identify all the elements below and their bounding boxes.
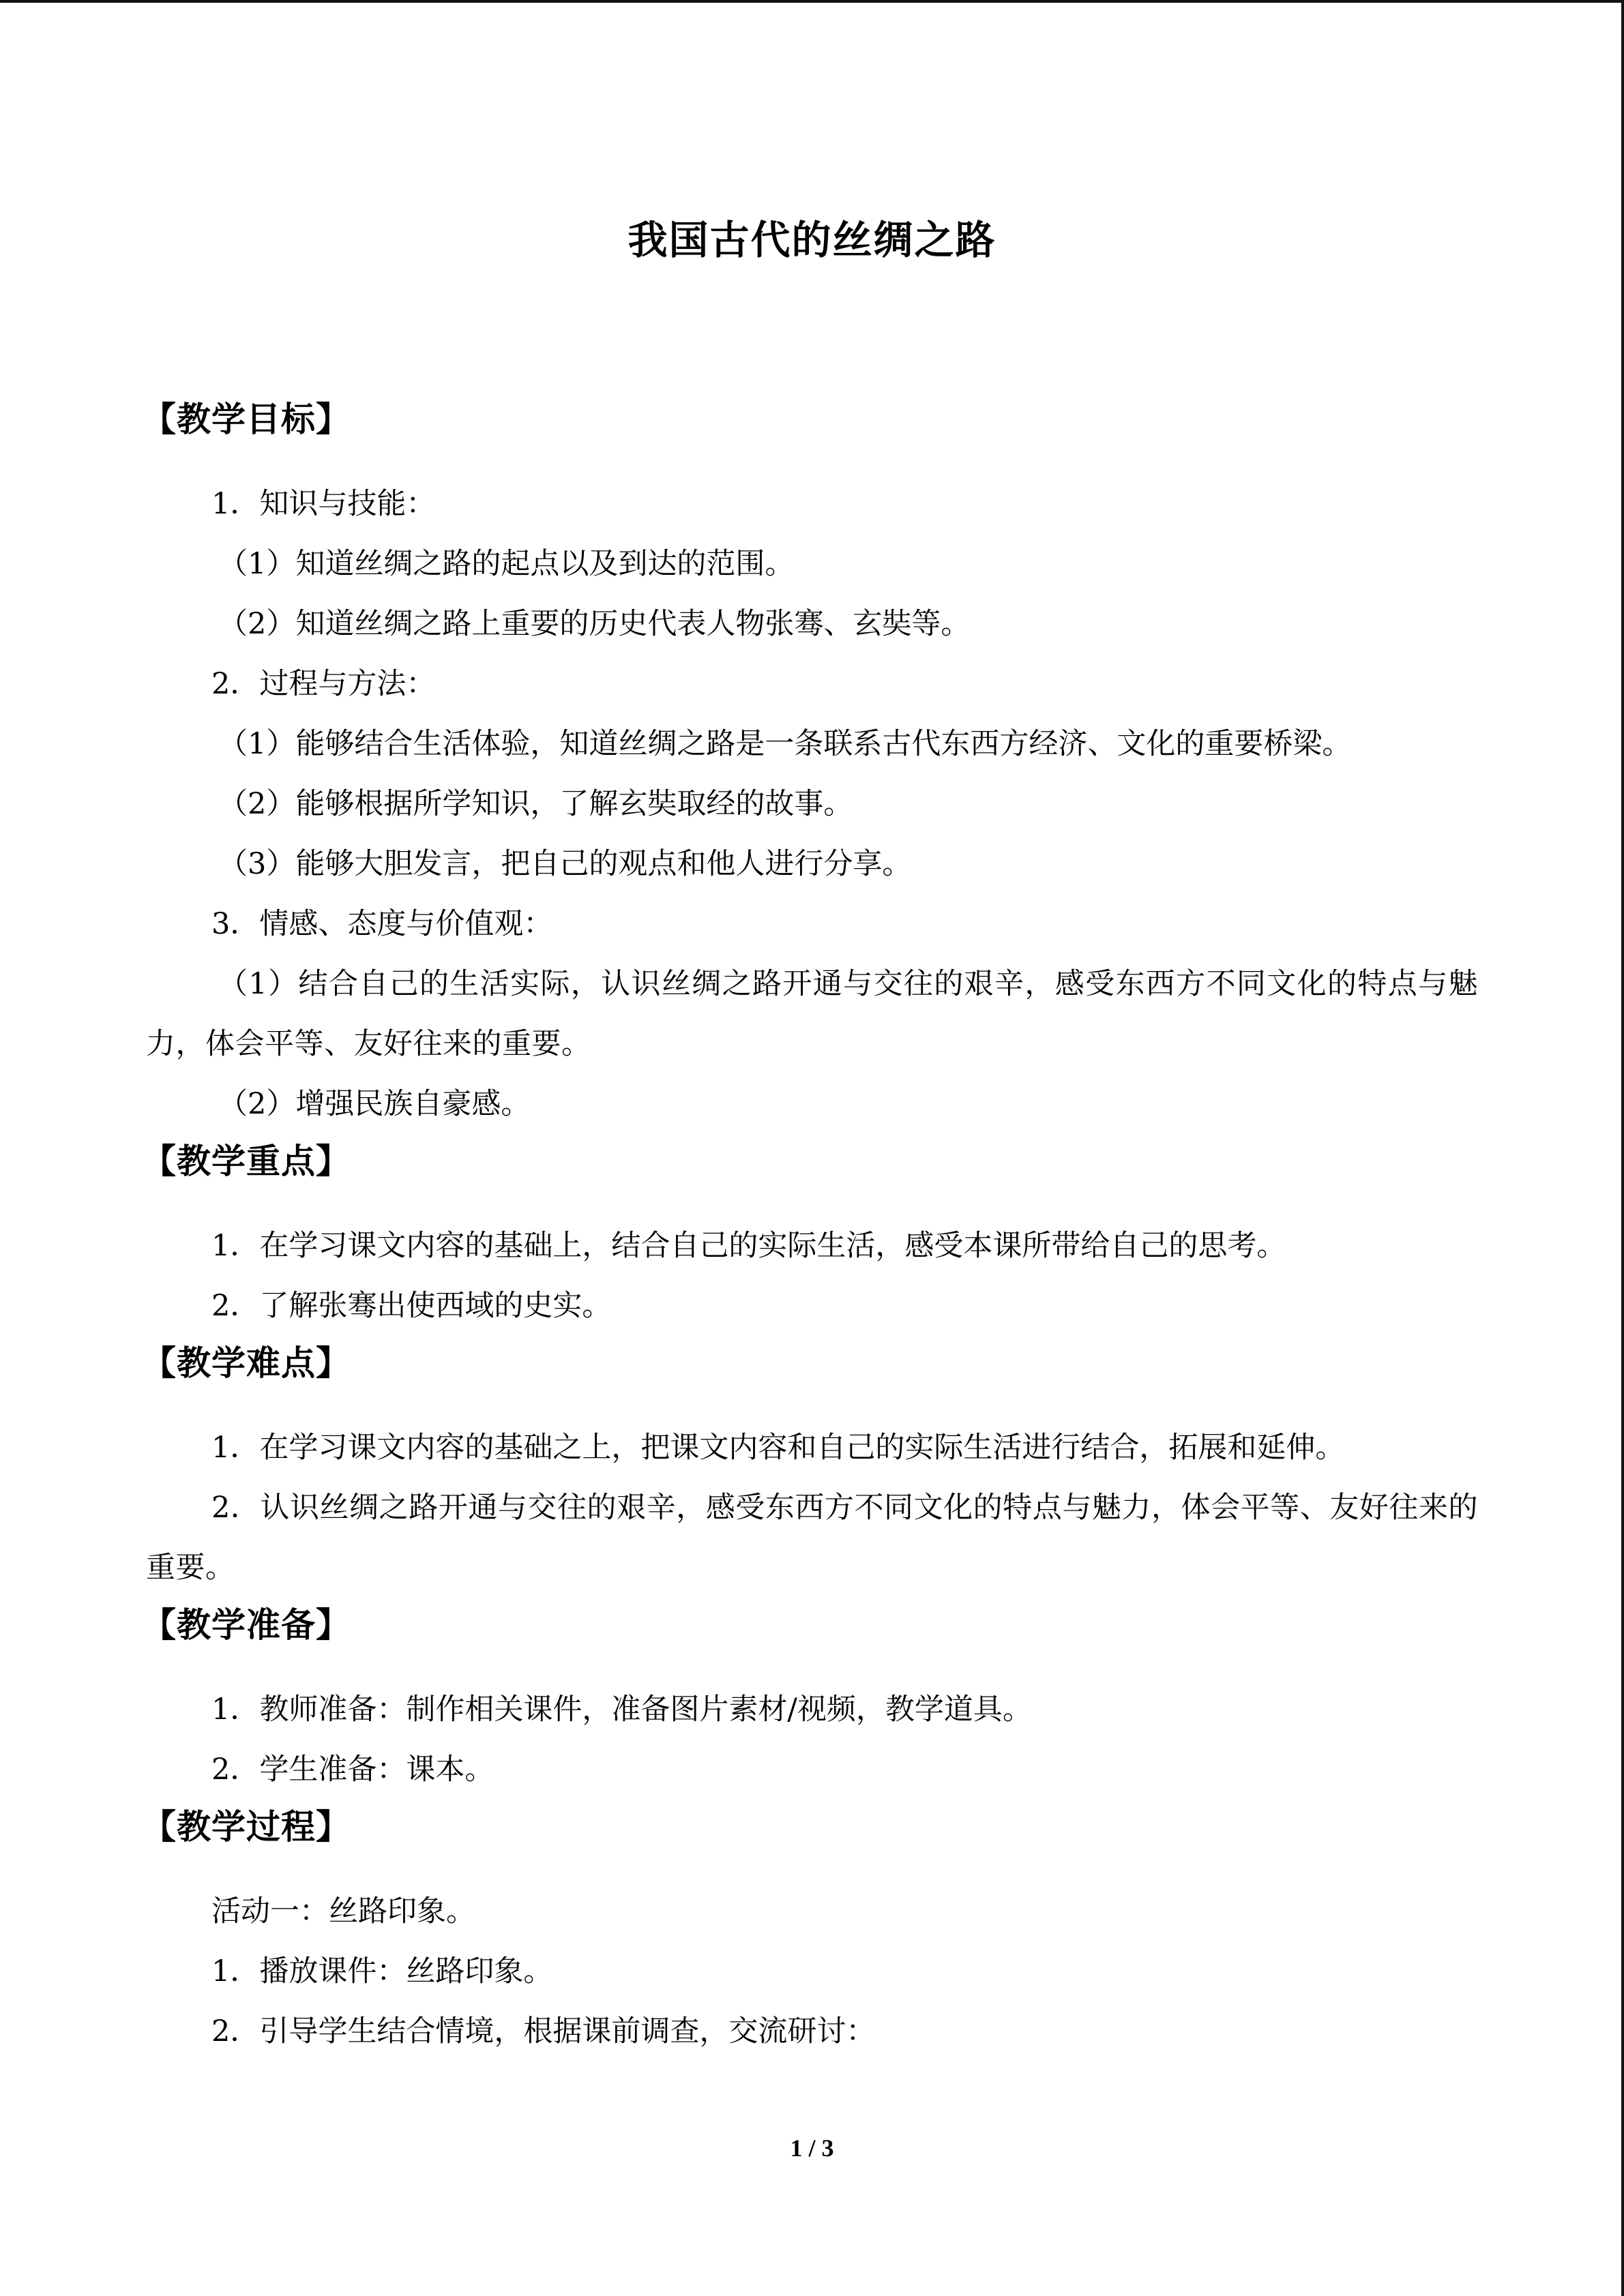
list-item: 1．播放课件：丝路印象。 (211, 1954, 553, 1988)
section-teaching-focus (142, 1134, 1478, 1336)
page-border-right (1621, 0, 1624, 2296)
list-item: （1）能够结合生活体验，知道丝绸之路是一条联系古代东西方经济、文化的重要桥梁。 (218, 727, 1352, 761)
section-teaching-objectives (142, 392, 1478, 1134)
section-heading: 【教学重点】 (142, 1142, 351, 1181)
list-item: （2）增强民族自豪感。 (218, 1087, 531, 1121)
list-item: 2．过程与方法： (211, 667, 436, 701)
list-item: （1）知道丝绸之路的起点以及到达的范围。 (218, 547, 795, 581)
page-number: 1 / 3 (790, 2134, 834, 2162)
list-item: 1．知识与技能： (211, 487, 436, 521)
list-item: 活动一：丝路印象。 (211, 1894, 475, 1928)
paragraph: （1）结合自己的生活实际，认识丝绸之路开通与交往的艰辛，感受东西方不同文化的特点与魅力，体会平等、友好往来的重要。 (146, 967, 1478, 1061)
list-item: （2）能够根据所学知识，了解玄奘取经的故事。 (218, 787, 853, 821)
section-heading: 【教学难点】 (142, 1343, 351, 1383)
section-heading: 【教学过程】 (142, 1807, 351, 1847)
document-title: 我国古代的丝绸之路 (628, 217, 996, 263)
list-item: 2．学生准备：课本。 (211, 1753, 494, 1787)
section-teaching-process (142, 1800, 1478, 2061)
section-teaching-preparation (142, 1598, 1478, 1800)
list-item: 2．引导学生结合情境，根据课前调查，交流研讨： (211, 2014, 876, 2048)
document-body (142, 392, 1478, 2061)
list-item: （3）能够大胆发言，把自己的观点和他人进行分享。 (218, 847, 912, 881)
section-heading: 【教学目标】 (142, 400, 351, 439)
paragraph: 2．认识丝绸之路开通与交往的艰辛，感受东西方不同文化的特点与魅力，体会平等、友好往来的重要。 (146, 1491, 1478, 1585)
section-teaching-difficulties (142, 1336, 1478, 1598)
list-item: 3．情感、态度与价值观： (211, 907, 553, 941)
page-border-top (0, 0, 1624, 3)
section-heading: 【教学准备】 (142, 1605, 351, 1645)
list-item: 1．在学习课文内容的基础之上，把课文内容和自己的实际生活进行结合，拓展和延伸。 (211, 1431, 1345, 1465)
list-item: 2．了解张骞出使西域的史实。 (211, 1289, 612, 1323)
list-item: 1．在学习课文内容的基础上，结合自己的实际生活，感受本课所带给自己的思考。 (211, 1229, 1286, 1263)
list-item: 1．教师准备：制作相关课件，准备图片素材/视频，教学道具。 (211, 1693, 1032, 1727)
list-item: （2）知道丝绸之路上重要的历史代表人物张骞、玄奘等。 (218, 607, 971, 641)
